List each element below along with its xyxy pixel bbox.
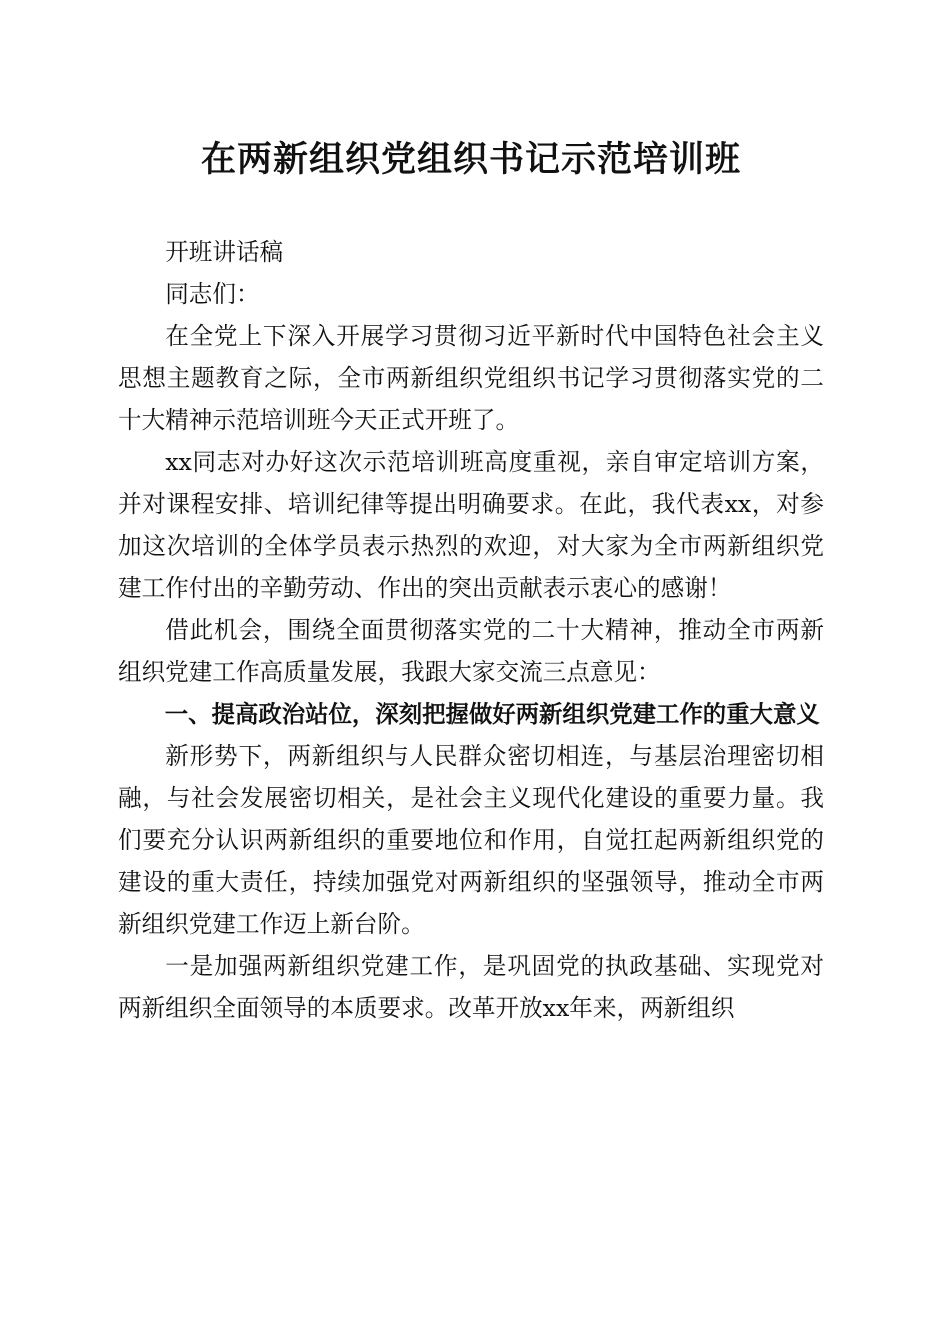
document-title: 在两新组织党组织书记示范培训班: [200, 139, 741, 180]
body-paragraph: 一是加强两新组织党建工作，是巩固党的执政基础、实现党对两新组织全面领导的本质要求。改革开放xx年来，两新组织: [118, 952, 824, 1022]
body-paragraph: 借此机会，围绕全面贯彻落实党的二十大精神，推动全市两新组织党建工作高质量发展，我跟大家交流三点意见：: [118, 616, 824, 686]
body-paragraph: xx同志对办好这次示范培训班高度重视，亲自审定培训方案，并对课程安排、培训纪律等提出明确要求。在此，我代表xx，对参加这次培训的全体学员表示热烈的欢迎，对大家为全市两新组织党建工作付出的辛勤劳动、作出的突出贡献表示衷心的感谢！: [118, 448, 824, 602]
subtitle-paragraph: 开班讲话稿: [165, 238, 284, 266]
section-heading: 一、提高政治站位，深刻把握做好两新组织党建工作的重大意义: [164, 700, 820, 728]
document-body: [118, 231, 824, 1029]
body-paragraph: 新形势下，两新组织与人民群众密切相连，与基层治理密切相融，与社会发展密切相关，是社会主义现代化建设的重要力量。我们要充分认识两新组织的重要地位和作用，自觉扛起两新组织党的建设的重大责任，持续加强党对两新组织的坚强领导，推动全市两新组织党建工作迈上新台阶。: [118, 742, 824, 938]
salutation-paragraph: 同志们：: [165, 280, 260, 308]
body-paragraph: 在全党上下深入开展学习贯彻习近平新时代中国特色社会主义思想主题教育之际，全市两新组织党组织书记学习贯彻落实党的二十大精神示范培训班今天正式开班了。: [118, 322, 824, 434]
